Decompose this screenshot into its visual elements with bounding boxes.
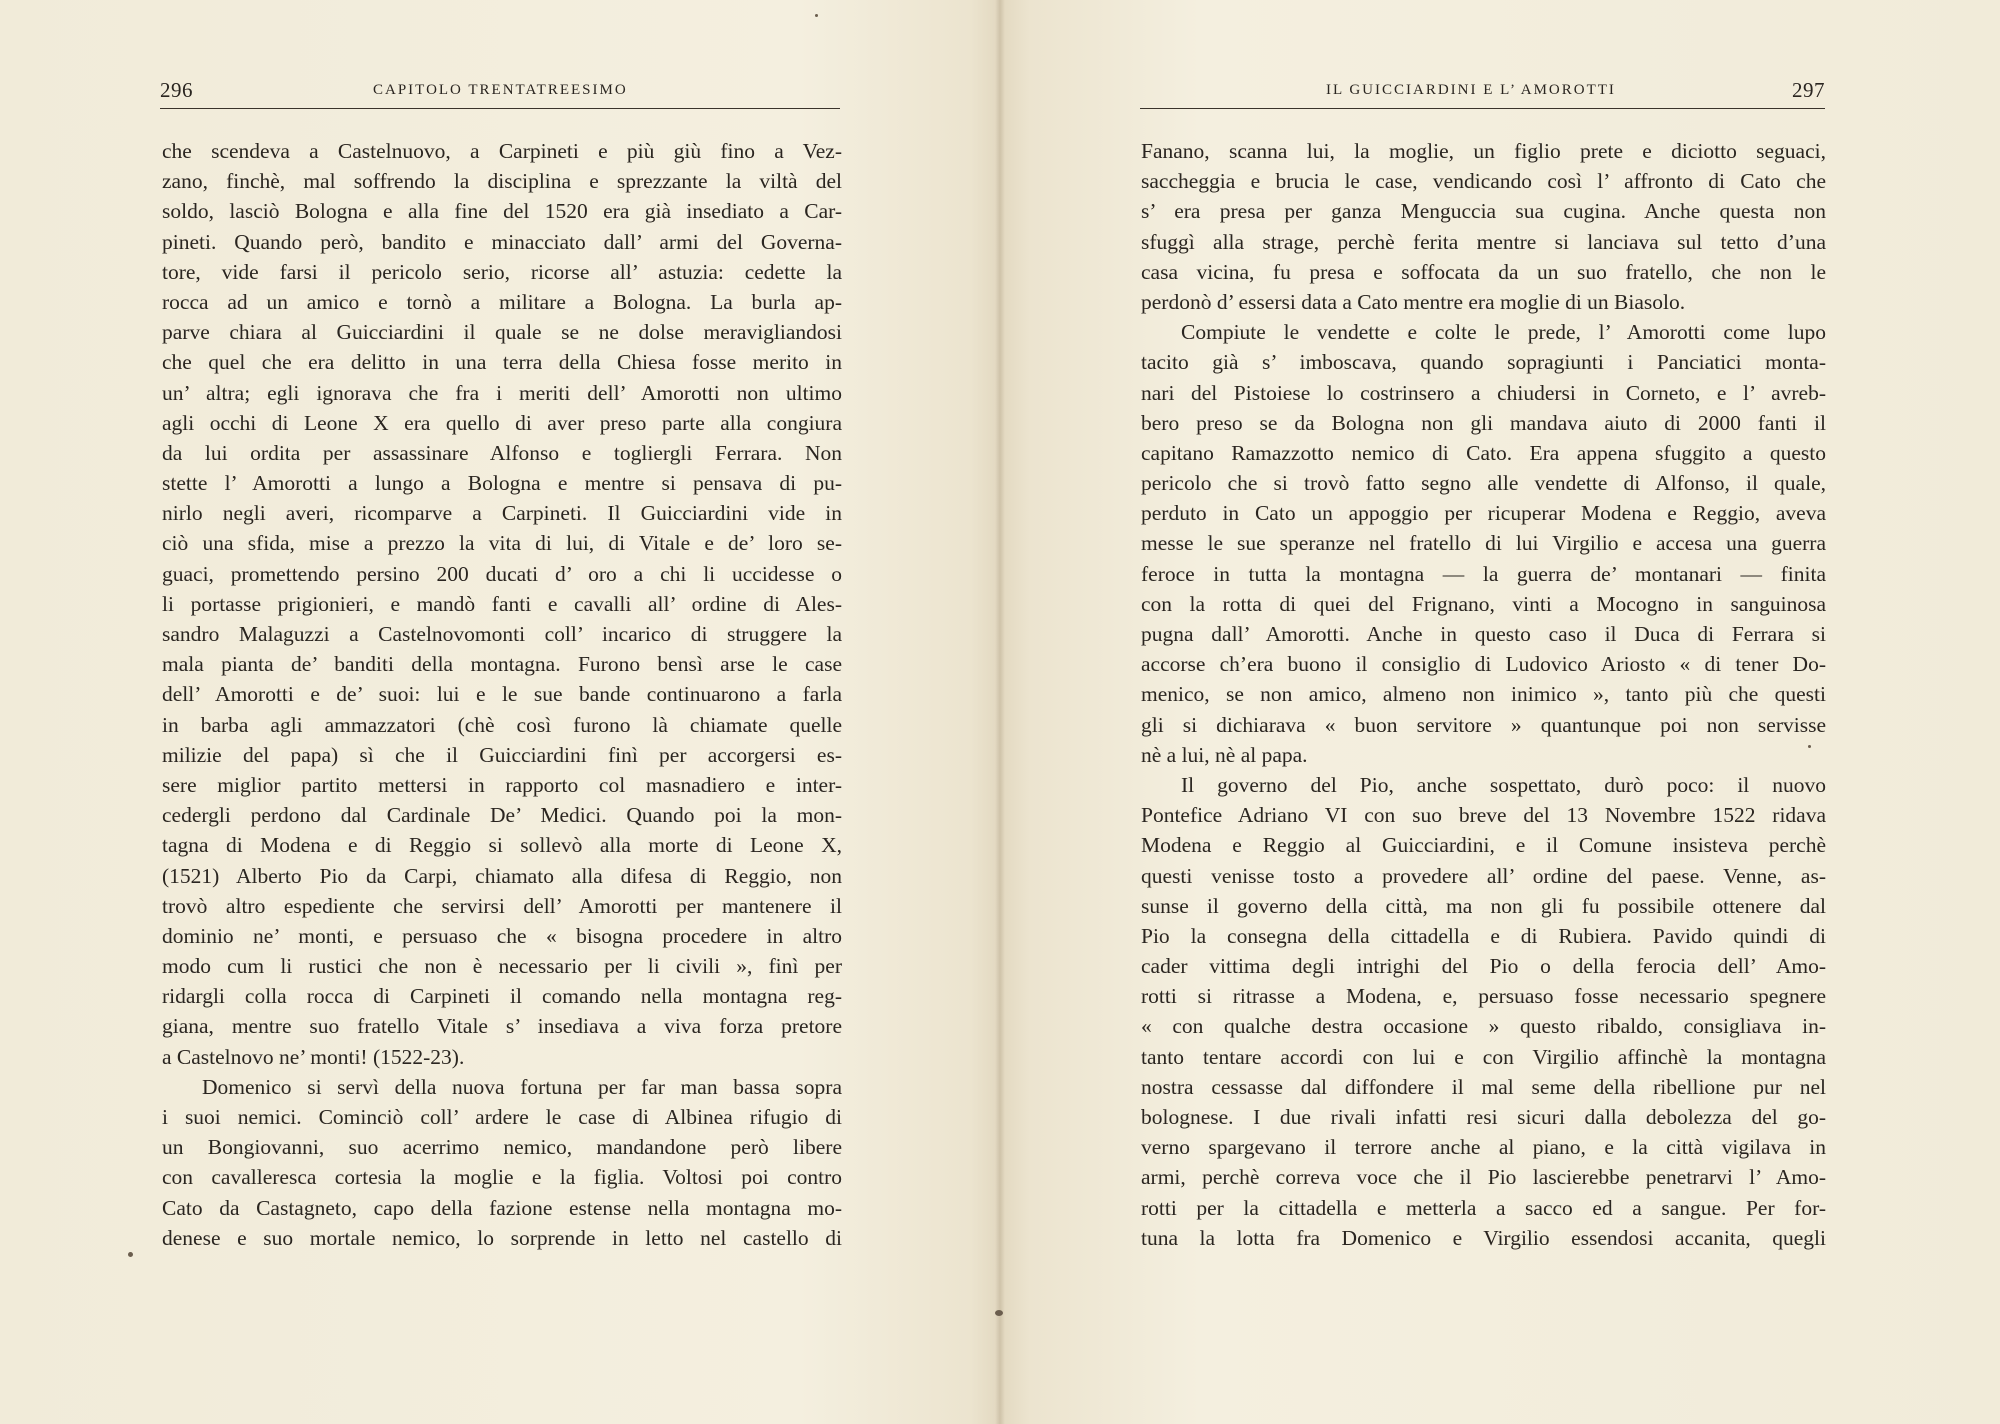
text-line: dell’ Amorotti e de’ suoi: lui e le sue bande continuarono a farla — [162, 682, 842, 707]
text-line: da lui ordita per assassinare Alfonso e togliergli Ferrara. Non — [162, 440, 842, 465]
right-page-header — [1140, 78, 1825, 109]
text-line: Fanano, scanna lui, la moglie, un figlio prete e diciotto seguaci, — [1141, 139, 1826, 163]
text-line: sere miglior partito mettersi in rapporto col masnadiero e inter- — [162, 772, 842, 797]
text-line: in barba agli ammazzatori (chè così furono là chiamate quelle — [162, 712, 842, 737]
text-line: s’ era presa per ganza Menguccia sua cugina. Anche questa non — [1141, 199, 1826, 224]
text-line: un’ altra; egli ignorava che fra i meriti dell’ Amorotti non ultimo — [162, 380, 842, 405]
left-page-header — [160, 78, 840, 109]
text-line: perdonò d’ essersi data a Cato mentre era moglie di un Biasolo. — [1141, 289, 1686, 314]
text-line: sunse il governo della città, ma non gli fu possibile ottenere dal — [1141, 893, 1826, 918]
text-line: giana, mentre suo fratello Vitale s’ insediava a viva forza pretore — [162, 1014, 842, 1039]
text-line: nari del Pistoiese lo costrinsero a chiudersi in Corneto, e l’ avreb- — [1141, 380, 1826, 405]
text-line: bero preso se da Bologna non gli mandava aiuto di 2000 fanti il — [1141, 410, 1826, 435]
text-line: armi, perchè correva voce che il Pio lascierebbe penetrarvi l’ Amo- — [1141, 1165, 1826, 1190]
text-line: pineti. Quando però, bandito e minacciato dall’ armi del Governa- — [162, 229, 842, 254]
text-line: li portasse prigionieri, e mandò fanti e cavalli all’ ordine di Ales- — [162, 591, 842, 616]
left-page-number: 296 — [160, 78, 193, 102]
text-line: rotti si ritrasse a Modena, e, persuaso fosse necessario spegnere — [1141, 984, 1826, 1009]
paper-speck — [128, 1252, 133, 1257]
text-line: sandro Malaguzzi a Castelnovomonti coll’ incarico di struggere la — [162, 622, 842, 646]
text-line: gli si dichiarava « buon servitore » quantunque poi non servisse — [1141, 712, 1826, 737]
text-line: parve chiara al Guicciardini il quale se ne dolse meravigliandosi — [162, 320, 842, 345]
right-page — [1005, 0, 2000, 1424]
text-line: messe le sue speranze nel fratello di lui Virgilio e accesa una guerra — [1141, 531, 1826, 556]
text-line: nostra cessasse dal diffondere il mal seme della ribellione pur nel — [1141, 1074, 1826, 1099]
text-line: capitano Ramazzotto nemico di Cato. Era appena sfuggito a questo — [1141, 440, 1826, 465]
text-line: cedergli perdono dal Cardinale De’ Medici. Quando poi la mon- — [162, 803, 842, 828]
text-line: tagna di Modena e di Reggio si sollevò alla morte di Leone X, — [162, 833, 842, 858]
text-line: Pontefice Adriano VI con suo breve del 13 Novembre 1522 ridava — [1141, 803, 1826, 828]
text-line: guaci, promettendo persino 200 ducati d’ oro a chi li uccidesse o — [162, 561, 842, 586]
right-running-head: IL GUICCIARDINI E L’ AMOROTTI — [1326, 82, 1616, 98]
text-line: i suoi nemici. Cominciò coll’ ardere le case di Albinea rifugio di — [162, 1105, 842, 1129]
text-line: modo cum li rustici che non è necessario per li civili », finì per — [162, 954, 842, 979]
right-page-body — [1141, 136, 1826, 1253]
text-line: denese e suo mortale nemico, lo sorprende in letto nel castello di — [162, 1225, 842, 1250]
text-line: verno spargevano il terrore anche al piano, e la città vigilava in — [1141, 1135, 1826, 1160]
paper-speck — [1808, 745, 1811, 748]
text-line: feroce in tutta la montagna — la guerra de’ montanari — finita — [1141, 561, 1826, 586]
text-line: a Castelnovo ne’ monti! (1522-23). — [162, 1044, 465, 1069]
left-page — [0, 0, 995, 1424]
text-line: Compiute le vendette e colte le prede, l’ Amorotti come lupo — [1181, 320, 1826, 345]
text-line: (1521) Alberto Pio da Carpi, chiamato alla difesa di Reggio, non — [162, 863, 842, 888]
text-line: ciò una sfida, mise a prezzo la vita di lui, di Vitale e de’ loro se- — [162, 531, 842, 556]
text-line: « con qualche destra occasione » questo ribaldo, consigliava in- — [1141, 1014, 1826, 1039]
text-line: perduto in Cato un appoggio per ricuperar Modena e Reggio, aveva — [1141, 501, 1826, 526]
text-line: questi venisse tosto a provedere all’ ordine del paese. Venne, as- — [1141, 863, 1826, 888]
text-line: un Bongiovanni, suo acerrimo nemico, mandandone però libere — [162, 1135, 842, 1160]
text-line: Modena e Reggio al Guicciardini, e il Comune insisteva perchè — [1141, 833, 1826, 858]
text-line: zano, finchè, mal soffrendo la disciplina e sprezzante la viltà del — [162, 169, 842, 194]
text-line: che quel che era delitto in una terra della Chiesa fosse merito in — [162, 350, 842, 375]
right-page-number: 297 — [1792, 78, 1825, 102]
left-running-head: CAPITOLO TRENTATREESIMO — [373, 82, 628, 98]
text-line: saccheggia e brucia le case, vendicando così l’ affronto di Cato che — [1141, 169, 1826, 194]
text-line: tacito già s’ imboscava, quando sopragiunti i Panciatici monta- — [1141, 350, 1826, 375]
text-line: dominio ne’ monti, e persuaso che « bisogna procedere in altro — [162, 923, 842, 948]
text-line: pugna dall’ Amorotti. Anche in questo caso il Duca di Ferrara si — [1141, 622, 1826, 646]
text-line: sfuggì alla strage, perchè ferita mentre si lanciava sul tetto d’una — [1141, 229, 1826, 254]
text-line: rotti per la cittadella e metterla a sacco ed a sangue. Per for- — [1141, 1195, 1826, 1220]
text-line: Domenico si servì della nuova fortuna per far man bassa sopra — [202, 1074, 842, 1099]
text-line: pericolo che si trovò fatto segno alle vendette di Alfonso, il quale, — [1141, 471, 1826, 496]
text-line: Cato da Castagneto, capo della fazione estense nella montagna mo- — [162, 1195, 842, 1220]
text-line: con la rotta di quei del Frignano, vinti a Mocogno in sanguinosa — [1141, 591, 1826, 616]
text-line: tanto tentare accordi con lui e con Virgilio affinchè la montagna — [1141, 1044, 1826, 1069]
text-line: agli occhi di Leone X era quello di aver preso parte alla congiura — [162, 410, 842, 435]
text-line: stette l’ Amorotti a lungo a Bologna e mentre si pensava di pu- — [162, 471, 842, 496]
text-line: soldo, lasciò Bologna e alla fine del 1520 era già insediato a Car- — [162, 199, 842, 224]
text-line: mala pianta de’ banditi della montagna. Furono bensì arse le case — [162, 652, 842, 677]
text-line: ridargli colla rocca di Carpineti il comando nella montagna reg- — [162, 984, 842, 1009]
text-line: casa vicina, fu presa e soffocata da un suo fratello, che non le — [1141, 259, 1826, 284]
text-line: Pio la consegna della cittadella e di Rubiera. Pavido quindi di — [1141, 923, 1826, 948]
text-line: trovò altro espediente che servirsi dell’ Amorotti per mantenere il — [162, 893, 842, 918]
text-line: bolognese. I due rivali infatti resi sicuri dalla debolezza del go- — [1141, 1105, 1826, 1129]
left-page-body — [162, 136, 842, 1253]
text-line: con cavalleresca cortesia la moglie e la figlia. Voltosi poi contro — [162, 1165, 842, 1190]
paper-speck — [995, 1310, 1003, 1316]
text-line: accorse ch’era buono il consiglio di Ludovico Ariosto « di tener Do- — [1141, 652, 1826, 677]
text-line: rocca ad un amico e tornò a militare a Bologna. La burla ap- — [162, 289, 842, 314]
book-gutter — [995, 0, 1005, 1424]
text-line: nirlo negli averi, ricomparve a Carpineti. Il Guicciardini vide in — [162, 501, 842, 526]
text-line: menico, se non amico, almeno non inimico », tanto più che questi — [1141, 682, 1826, 707]
text-line: cader vittima degli intrighi del Pio o della ferocia dell’ Amo- — [1141, 954, 1826, 979]
text-line: Il governo del Pio, anche sospettato, durò poco: il nuovo — [1181, 772, 1826, 797]
paper-speck — [815, 14, 818, 17]
text-line: nè a lui, nè al papa. — [1141, 742, 1308, 767]
text-line: tore, vide farsi il pericolo serio, ricorse all’ astuzia: cedette la — [162, 259, 842, 284]
text-line: tuna la lotta fra Domenico e Virgilio essendosi accanita, quegli — [1141, 1225, 1826, 1250]
text-line: milizie del papa) sì che il Guicciardini finì per accorgersi es- — [162, 742, 842, 767]
text-line: che scendeva a Castelnuovo, a Carpineti e più giù fino a Vez- — [162, 139, 842, 163]
